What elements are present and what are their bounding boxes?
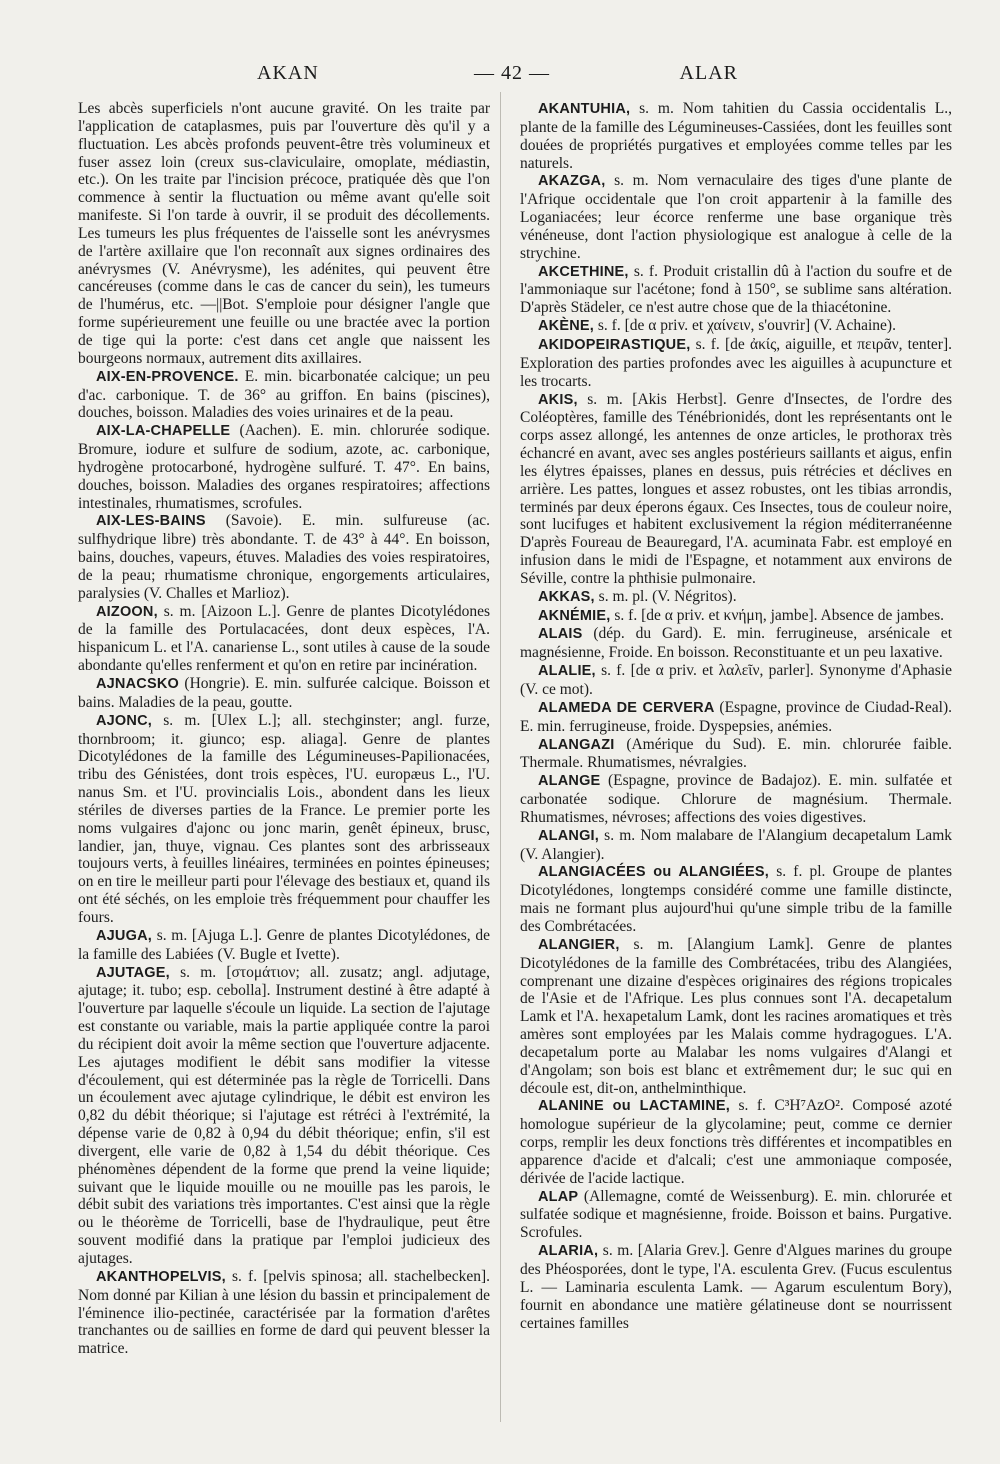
dictionary-entry — [520, 317, 952, 336]
entry-headword: AKIS, — [538, 391, 578, 408]
column-divider — [500, 92, 501, 1422]
entry-headword: ALAP — [538, 1188, 579, 1205]
entry-definition: s. f. [de ἀκίς, aiguille, et πειρᾶν, tenter]. Exploration des parties profondes avec les aiguilles à acupuncture et les trocarts. — [520, 335, 952, 390]
entry-definition: s. m. pl. (V. Négritos). — [594, 587, 737, 605]
dictionary-entry — [520, 391, 952, 588]
dictionary-entry — [78, 100, 490, 368]
entry-headword: AJONC, — [96, 712, 152, 729]
entry-headword: ALALIE, — [538, 663, 596, 680]
entry-headword: ALANGAZI — [538, 736, 615, 753]
entry-headword: AIZOON, — [96, 603, 158, 620]
entry-headword: AKÈNE, — [538, 318, 594, 335]
entry-headword: AKIDOPEIRASTIQUE, — [538, 336, 691, 353]
entry-definition: (Espagne, province de Badajoz). E. min. sulfatée et carbonatée sodique. Chlorure de magnésium. Thermale. Rhumatismes, névroses; affections des voies digestives. — [520, 772, 952, 826]
entry-definition: (dép. du Gard). E. min. ferrugineuse, arsénicale et magnésienne, Froide. En boisson. Reconstituante et un peu laxative. — [520, 625, 952, 662]
entry-definition: s. m. [Alangium Lamk]. Genre de plantes Dicotylédones de la famille des Combrétacées, tribu des Alangiées, comprenant une dizaine d'espèces originaires des régions tropicales de l'Asie et de l'Afrique. Les plus connues sont l'A. decapetalum Lamk et l'A. hexapetalum Lamk, dont les racines aromatiques et très amères sont employées par les Malais comme hydragogues. L'A. decapetalum porte au Malabar les noms vulgaires d'Alangi et d'Angolam; son bois est blanc et extrêmement dur; le suc qui en découle est, dit-on, anthelminthique. — [520, 935, 952, 1097]
entry-headword: ALANINE ou LACTAMINE, — [538, 1098, 730, 1115]
entry-definition: s. m. Nom tahitien du Cassia occidentalis L., plante de la famille des Légumineuses-Cassiées, dont les feuilles sont douées de propriétés purgatives et employées comme telles par les naturels. — [520, 100, 952, 172]
entry-headword: AIX-EN-PROVENCE. — [96, 368, 239, 385]
right-column — [520, 100, 952, 1332]
dictionary-entry — [520, 172, 952, 262]
dictionary-entry — [520, 1188, 952, 1243]
entry-definition: (Aachen). E. min. chlorurée sodique. Bromure, iodure et sulfure de sodium, azote, ac. carbonique, hydrogène protocarboné, hydrogène sulfuré. T. 47°. En bains, douches, boisson. Maladies des organes respiratoires; affections intestinales, rhumatismes, scrofules. — [78, 422, 490, 512]
entry-definition: s. m. [στομάτιον; all. zusatz; angl. adjutage, ajutage; it. tubo; esp. cebolla]. Instrument destiné à être adapté à l'ouverture par laquelle s'écoule un liquide. La section de l'ajutage est constante ou variable, mais la partie appliquée contre la paroi du récipient doit avoir la même section que l'ouverture adjacente. Les ajutages modifient le débit sans modifier la vitesse d'écoulement, qui est déterminée pas la règle de Torricelli. Dans un écoulement avec ajutage cylindrique, le débit est environ les 0,82 du débit théorique; si l'ajutage est rétréci à l'extrémité, la dépense varie de 0,82 à 0,94 du débit théorique; enfin, s'il est divergent, elle varie de 0,82 à 1,54 du débit théorique. Ces phénomènes dépendent de la forme que prend la veine liquide; suivant que le liquide mouille ou ne mouille pas les parois, le débit subit des variations très importantes. C'est ainsi que la règle ou le théorème de Torricelli, base de l'hydraulique, peut être souvent modifié dans la pratique par l'emploi judicieux des ajutages. — [78, 963, 490, 1267]
dictionary-entry — [520, 100, 952, 172]
dictionary-entry — [520, 863, 952, 935]
entry-definition: s. m. [Aizoon L.]. Genre de plantes Dicotylédones de la famille des Portulacacées, dont deux espèces, l'A. hispanicum L. et l'A. canariense L., sont utiles à cause de la soude abondante qu'elles renferment et qu'on en retire par incinération. — [78, 602, 490, 675]
dictionary-entry — [520, 336, 952, 391]
entry-definition: s. m. [Ulex L.]; all. stechginster; angl. furze, thornbroom; it. giunco; esp. aliaga]. Genre de plantes Dicotylédones de la famille des Légumineuses-Papilionacées, tribu des Génistées, dont trois espèces, l'U. europæus L., l'U. nanus Sm. et l'U. provincialis Lois., abondent dans les lieux stériles de diverses parties de la France. Le premier porte les noms vulgaires d'ajonc ou jonc marin, genêt épineux, brusc, landier, jan, thuye, vignau. Ces plantes sont des arbrisseaux toujours verts, à feuilles linéaires, terminées en pointes épineuses; on en tire le meilleur parti pour l'élevage des bestiaux et, quand ils ont été séchés, on les emploie très fréquemment pour chauffer les fours. — [78, 711, 490, 926]
dictionary-entry — [520, 607, 952, 626]
header-right-word: ALAR — [679, 62, 738, 84]
entry-headword: AKAZGA, — [538, 173, 606, 190]
dictionary-entry — [520, 662, 952, 699]
dictionary-entry — [520, 827, 952, 864]
dictionary-entry — [520, 588, 952, 607]
entry-headword: ALAIS — [538, 626, 583, 643]
entry-headword: AKKAS, — [538, 588, 595, 605]
entry-headword: AIX-LA-CHAPELLE — [96, 423, 231, 440]
page-header — [62, 62, 938, 92]
dictionary-entry — [520, 1097, 952, 1187]
entry-definition: s. m. [Alaria Grev.]. Genre d'Algues marines du groupe des Phéosporées, dont le type, l'A. esculenta Grev. (Fucus esculentus L. — Laminaria esculenta Lamk. — Agarum esculentum Bory), fournit en abondance une matière gélatineuse dont se nourrissent certaines familles — [520, 1242, 952, 1332]
dictionary-entry — [78, 675, 490, 712]
header-left-word: AKAN — [257, 62, 319, 84]
entry-definition: s. f. [de α priv. et λαλεῖν, parler]. Synonyme d'Aphasie (V. ce mot). — [520, 662, 952, 698]
entry-headword: ALANGIER, — [538, 936, 620, 953]
entry-headword: ALANGIACÉES ou ALANGIÉES, — [538, 864, 770, 881]
dictionary-entry — [78, 1268, 490, 1358]
left-column — [78, 100, 490, 1358]
entry-headword: ALANGE — [538, 773, 601, 790]
dictionary-entry — [520, 1242, 952, 1332]
dictionary-entry — [78, 512, 490, 602]
entry-headword: ALARIA, — [538, 1243, 599, 1260]
dictionary-entry — [520, 736, 952, 773]
dictionary-entry — [78, 712, 490, 927]
entry-definition: s. f. [de α priv. et κνήμη, jambe]. Absence de jambes. — [610, 606, 945, 624]
entry-definition: (Espagne, province de Ciudad-Real). E. min. ferrugineuse, froide. Dyspepsies, anémies. — [520, 698, 952, 735]
entry-headword: AIX-LES-BAINS — [96, 513, 206, 530]
entry-headword: AKCETHINE, — [538, 263, 629, 280]
entry-definition: Les abcès superficiels n'ont aucune gravité. On les traite par l'application de cataplasmes, puis par l'ouverture dès qu'il y a fluctuation. Les abcès profonds peuvent-être très volumineux et fuser assez loin (creux sus-claviculaire, omoplate, médiastin, etc.). On les traite par l'incision précoce, pratiquée dès que l'on commence à sentir la fluctuation ou même avant qu'elle soit manifeste. Si l'on tarde à ouvrir, il se produit des décollements. Les tumeurs les plus fréquentes de l'aisselle sont les anévrysmes de l'artère axillaire que l'on reconnaît aux signes ordinaires des anévrysmes (V. Anévrysme), les adénites, qui peuvent être cancéreuses (comme dans le cas de cancer du sein), les tumeurs de l'humérus, etc. —||Bot. S'emploie pour désigner l'angle que forme supérieurement une feuille ou une bractée avec la portion de tige qui la porte: c'est dans cet angle que naissent les bourgeons normaux, autrement dits axillaires. — [78, 100, 490, 367]
page-number: — 42 — — [474, 62, 550, 84]
entry-definition: E. min. bicarbonatée calcique; un peu d'ac. carbonique. T. de 36° au griffon. En bains (piscines), douches, boisson. Maladies des voies urinaires et de la peau. — [78, 367, 490, 422]
dictionary-entry — [78, 927, 490, 964]
dictionary-entry — [520, 263, 952, 318]
entry-definition: (Savoie). E. min. sulfureuse (ac. sulfhydrique libre) très abondante. T. de 43° à 44°. En boisson, bains, douches, vapeurs, étuves. Maladies des voies respiratoires, de la peau; rhumatisme chronique, engorgements articulaires, paralysies (V. Challes et Marlioz). — [78, 512, 490, 602]
entry-definition: (Amérique du Sud). E. min. chlorurée faible. Thermale. Rhumatismes, névralgies. — [520, 735, 952, 772]
entry-definition: s. m. Nom vernaculaire des tiges d'une plante de l'Afrique occidentale que l'on croit appartenir à la famille des Loganiacées; leur écorce renferme une base organique très vénéneuse, dont l'action physiologique est analogue à celle de la strychine. — [520, 172, 952, 262]
entry-definition: s. m. Nom malabare de l'Alangium decapetalum Lamk (V. Alangier). — [520, 826, 952, 863]
entry-headword: AJUGA, — [96, 927, 152, 944]
dictionary-entry — [520, 699, 952, 736]
entry-definition: (Allemagne, comté de Weissenburg). E. min. chlorurée et sulfatée sodique et magnésienne, froide. Boisson et bains. Purgative. Scrofules. — [520, 1187, 952, 1242]
dictionary-entry — [78, 422, 490, 512]
entry-definition: s. f. [pelvis spinosa; all. stachelbecken]. Nom donné par Kilian à une lésion du bassin et principalement de l'éminence ilio-pectinée, caractérisée par la formation d'arêtes tranchantes ou de saillies en forme de dard qui peuvent blesser la matrice. — [78, 1267, 490, 1358]
entry-definition: s. m. [Ajuga L.]. Genre de plantes Dicotylédones, de la famille des Labiées (V. Bugle et Ivette). — [78, 926, 490, 963]
entry-headword: AJUTAGE, — [96, 964, 170, 981]
entry-headword: AKANTHOPELVIS, — [96, 1268, 226, 1285]
entry-headword: ALANGI, — [538, 827, 600, 844]
dictionary-entry — [78, 603, 490, 675]
entry-definition: s. f. [de α priv. et χαίνειν, s'ouvrir] (V. Achaine). — [594, 317, 896, 335]
entry-definition: s. f. C³H⁷AzO². Composé azoté homologue supérieur de la glycolamine; peut, comme ce dernier corps, remplir les deux fonctions très différentes et incompatibles en apparence d'acide et d'alcali; c'est une ammoniaque composée, dérivée de l'acide lactique. — [520, 1097, 952, 1187]
entry-definition: (Hongrie). E. min. sulfurée calcique. Boisson et bains. Maladies de la peau, goutte. — [78, 675, 490, 711]
dictionary-entry — [520, 625, 952, 662]
entry-headword: AJNACSKO — [96, 676, 179, 692]
dictionary-entry — [520, 772, 952, 827]
dictionary-entry — [78, 368, 490, 423]
entry-definition: s. f. Produit cristallin dû à l'action du soufre et de l'ammoniaque sur l'acétone; fond à 150°, se sublime sans altération. D'après Städeler, ce n'est autre chose que de la thiacétonine. — [520, 262, 952, 317]
entry-definition: s. f. pl. Groupe de plantes Dicotylédones, longtemps considéré comme une famille distincte, mais ne formant plus aujourd'hui qu'une simple tribu de la famille des Combrétacées. — [520, 863, 952, 935]
dictionary-entry — [78, 964, 490, 1268]
entry-headword: ALAMEDA DE CERVERA — [538, 699, 715, 716]
dictionary-entry — [520, 936, 952, 1098]
entry-definition: s. m. [Akis Herbst]. Genre d'Insectes, de l'ordre des Coléoptères, famille des Ténébrionidés, dont les représentants ont le corps assez allongé, les antennes de onze articles, le prothorax très échancré en avant, avec ses angles postérieurs saillants et aigus, enfin les élytres épaisses, planes en dessus, puis rétrécies et déclives en arrière. Les pattes, longues et assez robustes, ont les tibias arrondis, terminés par deux éperons égaux. Ces Insectes, tous de couleur noire, sont lucifuges et habitent exclusivement la région méditerranéenne D'après Foureau de Beauregard, l'A. acuminata Fabr. est employé en infusion dans le midi de l'Espagne, et notamment aux environs de Séville, contre la phthisie pulmonaire. — [520, 390, 952, 587]
entry-headword: AKANTUHIA, — [538, 101, 631, 117]
entry-headword: AKNÉMIE, — [538, 607, 611, 624]
